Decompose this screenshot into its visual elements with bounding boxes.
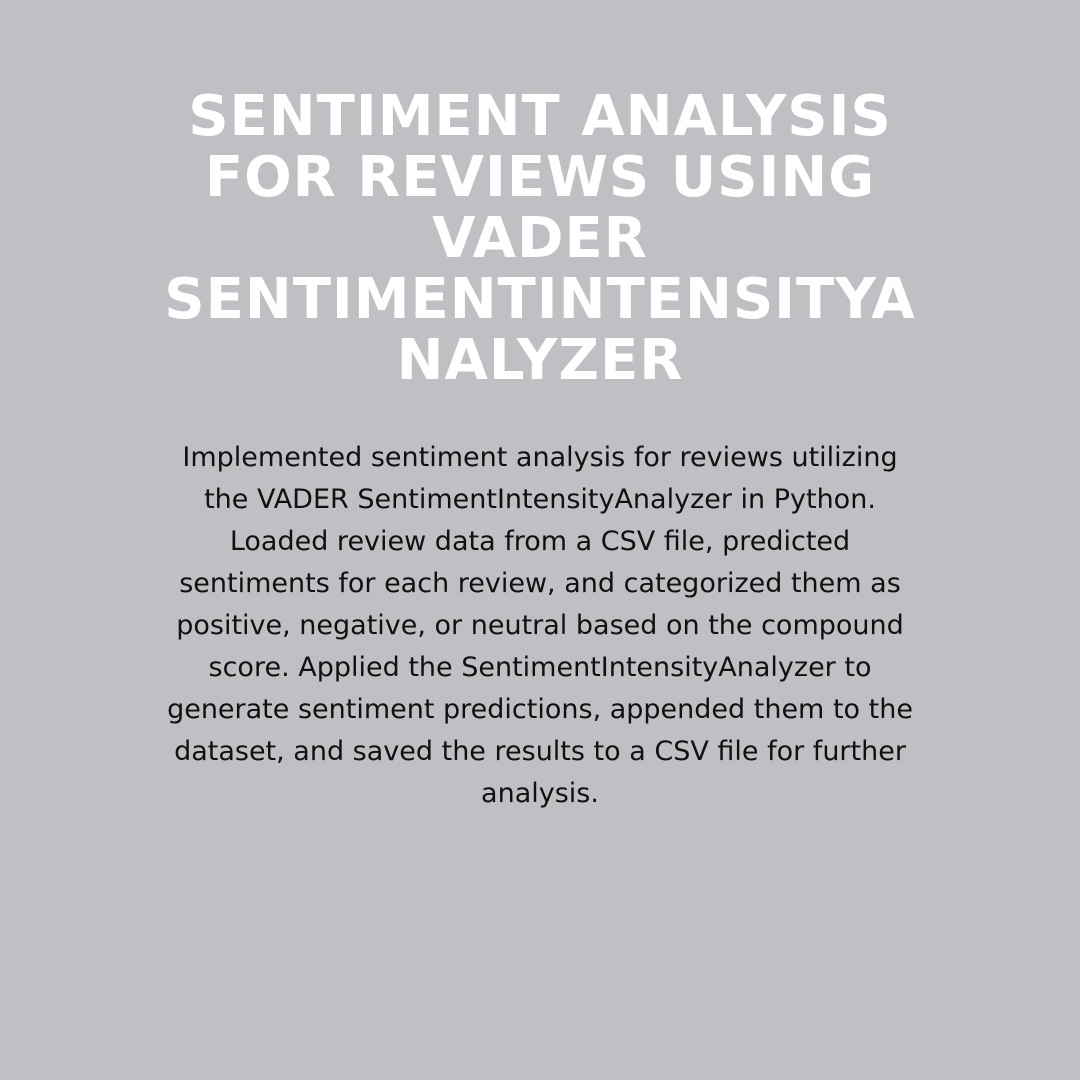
title-line: VADER xyxy=(432,206,648,271)
title-line: FOR REVIEWS USING xyxy=(204,145,876,210)
description-line: Implemented sentiment analysis for reviews utilizing xyxy=(182,442,898,473)
description-line: dataset, and saved the results to a CSV file for further xyxy=(174,736,906,767)
page-title xyxy=(100,86,980,391)
description-line: sentiments for each review, and categorized them as xyxy=(179,568,901,599)
description-line: analysis. xyxy=(481,778,599,809)
description-line: score. Applied the SentimentIntensityAnalyzer to xyxy=(208,652,872,683)
description-line: the VADER SentimentIntensityAnalyzer in Python. xyxy=(204,484,876,515)
description-line: generate sentiment predictions, appended them to the xyxy=(167,694,913,725)
title-line: SENTIMENT ANALYSIS xyxy=(188,84,892,149)
description-line: Loaded review data from a CSV file, predicted xyxy=(229,526,851,557)
description-line: positive, negative, or neutral based on the compound xyxy=(176,610,904,641)
title-line: SENTIMENTINTENSITYA xyxy=(164,267,916,332)
title-line: NALYZER xyxy=(396,328,684,393)
description-paragraph xyxy=(95,437,985,815)
